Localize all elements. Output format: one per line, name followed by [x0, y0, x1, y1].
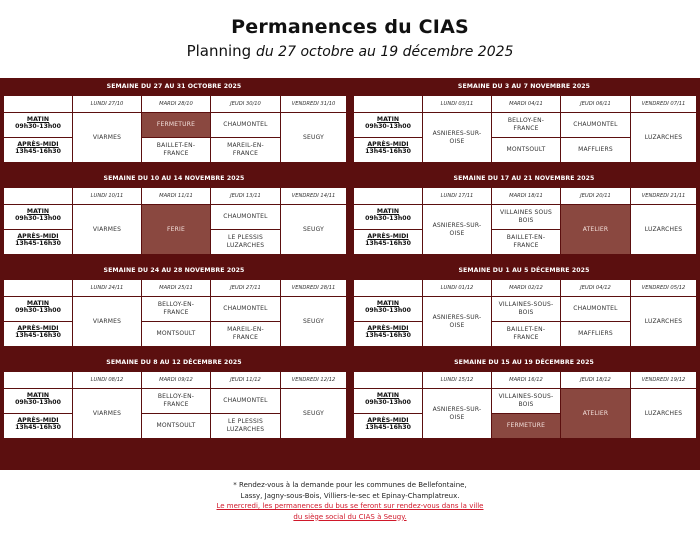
afternoon-label-hours: 13h45-16h30: [15, 148, 61, 155]
day-header: VENDREDI 12/12: [281, 372, 346, 388]
morning-label: [4, 205, 72, 229]
day-header: JEUDI 20/11: [561, 188, 630, 204]
footer-line-2: Lassy, Jagny-sous-Bois, Villiers-le-sec et Epinay-Champlatreux.: [240, 491, 460, 500]
subtitle-prefix: Planning: [186, 42, 252, 60]
day-header: LUNDI 01/12: [423, 280, 491, 296]
morning-label-title: MATIN: [26, 392, 50, 399]
schedule-cell: MONTSOULT: [142, 414, 210, 438]
day-header: MARDI 25/11: [142, 280, 210, 296]
schedule-cell: FERIE: [142, 205, 210, 254]
week-block: [352, 263, 696, 348]
afternoon-label: [354, 414, 422, 438]
morning-label: [354, 389, 422, 413]
day-header: VENDREDI 14/11: [281, 188, 346, 204]
subtitle-period: du 27 octobre au 19 décembre 2025: [255, 44, 514, 60]
afternoon-label-title: APRÈS-MIDI: [17, 325, 59, 332]
morning-label-title: MATIN: [26, 116, 50, 123]
afternoon-label: [4, 230, 72, 254]
afternoon-label-hours: 13h45-16h30: [365, 240, 411, 247]
week-block: [2, 263, 346, 348]
morning-label-title: MATIN: [26, 208, 50, 215]
schedule-cell: SEUGY: [281, 113, 346, 162]
day-header: JEUDI 13/11: [211, 188, 280, 204]
schedule-cell: BAILLET-EN-FRANCE: [142, 138, 210, 162]
day-header-blank: [4, 96, 72, 112]
day-header-blank: [4, 372, 72, 388]
schedule-cell: BELLOY-EN-FRANCE: [142, 389, 210, 413]
morning-label-hours: 09h30-13h00: [15, 123, 61, 130]
page-subtitle: [0, 42, 700, 60]
footer-seugy-note: du siège social du CIAS à Seugy.: [293, 512, 407, 521]
day-header: VENDREDI 28/11: [281, 280, 346, 296]
week-title: SEMAINE DU 27 AU 31 OCTOBRE 2025: [106, 83, 242, 90]
footer-notes: [0, 480, 700, 522]
day-header: MARDI 09/12: [142, 372, 210, 388]
day-header: MARDI 02/12: [492, 280, 560, 296]
day-header: JEUDI 11/12: [211, 372, 280, 388]
day-header-blank: [4, 280, 72, 296]
day-header-blank: [354, 280, 422, 296]
afternoon-label-title: APRÈS-MIDI: [17, 141, 59, 148]
schedule-cell: ATELIER: [561, 205, 630, 254]
afternoon-label-title: APRÈS-MIDI: [367, 233, 409, 240]
schedule-cell: MAFFLIERS: [561, 138, 630, 162]
week-block: [2, 355, 346, 440]
day-header: VENDREDI 21/11: [631, 188, 696, 204]
schedule-cell: SEUGY: [281, 389, 346, 438]
afternoon-label: [4, 138, 72, 162]
day-header-blank: [354, 372, 422, 388]
week-block: [352, 171, 696, 256]
afternoon-label-title: APRÈS-MIDI: [17, 417, 59, 424]
afternoon-label-hours: 13h45-16h30: [15, 240, 61, 247]
schedule-cell: VIARMES: [73, 205, 141, 254]
schedule-cell: ASNIERES-SUR-OISE: [423, 297, 491, 346]
morning-label: [4, 297, 72, 321]
schedule-cell: LE PLESSIS LUZARCHES: [211, 230, 280, 254]
morning-label-title: MATIN: [376, 392, 400, 399]
week-title: SEMAINE DU 10 AU 14 NOVEMBRE 2025: [103, 175, 245, 182]
morning-label: [354, 205, 422, 229]
day-header: JEUDI 06/11: [561, 96, 630, 112]
footer-wednesday-note: Le mercredi, les permanences du bus se feront sur rendez-vous dans la ville: [216, 502, 484, 510]
schedule-cell: LUZARCHES: [631, 297, 696, 346]
morning-label-hours: 09h30-13h00: [365, 399, 411, 406]
week-block: [2, 171, 346, 256]
week-title: SEMAINE DU 17 AU 21 NOVEMBRE 2025: [453, 175, 595, 182]
schedule-cell: CHAUMONTEL: [561, 113, 630, 137]
day-header: MARDI 16/12: [492, 372, 560, 388]
afternoon-label-title: APRÈS-MIDI: [367, 417, 409, 424]
morning-label-title: MATIN: [376, 300, 400, 307]
morning-label-title: MATIN: [376, 208, 400, 215]
week-title: SEMAINE DU 3 AU 7 NOVEMBRE 2025: [457, 83, 591, 90]
schedule-cell: FERMETURE: [142, 113, 210, 137]
schedule-cell: CHAUMONTEL: [211, 389, 280, 413]
morning-label-hours: 09h30-13h00: [365, 123, 411, 130]
schedule-cell: VILLAINES-SOUS-BOIS: [492, 297, 560, 321]
day-header: JEUDI 27/11: [211, 280, 280, 296]
day-header-blank: [4, 188, 72, 204]
day-header: MARDI 28/10: [142, 96, 210, 112]
schedule-cell: LUZARCHES: [631, 205, 696, 254]
schedule-cell: MAFFLIERS: [561, 322, 630, 346]
schedule-cell: MAREIL-EN-FRANCE: [211, 138, 280, 162]
afternoon-label-hours: 13h45-16h30: [15, 332, 61, 339]
schedule-cell: CHAUMONTEL: [211, 205, 280, 229]
morning-label: [354, 113, 422, 137]
schedule-cell: VILLAINES SOUS BOIS: [492, 205, 560, 229]
afternoon-label-title: APRÈS-MIDI: [367, 141, 409, 148]
afternoon-label: [354, 138, 422, 162]
afternoon-label-hours: 13h45-16h30: [365, 424, 411, 431]
schedule-cell: VIARMES: [73, 297, 141, 346]
afternoon-label: [4, 414, 72, 438]
page-title: Permanences du CIAS: [231, 16, 469, 38]
afternoon-label-title: APRÈS-MIDI: [17, 233, 59, 240]
morning-label-hours: 09h30-13h00: [365, 215, 411, 222]
day-header: VENDREDI 05/12: [631, 280, 696, 296]
footer-line-1: * Rendez-vous à la demande pour les communes de Bellefontaine,: [233, 481, 467, 489]
week-block: [352, 355, 696, 440]
schedule-cell: LUZARCHES: [631, 113, 696, 162]
morning-label: [4, 113, 72, 137]
schedule-cell: BELLOY-EN-FRANCE: [492, 113, 560, 137]
day-header: MARDI 18/11: [492, 188, 560, 204]
schedule-cell: FERMETURE: [492, 414, 560, 438]
afternoon-label-hours: 13h45-16h30: [365, 332, 411, 339]
day-header: LUNDI 27/10: [73, 96, 141, 112]
schedule-cell: MAREIL-EN-FRANCE: [211, 322, 280, 346]
week-title: SEMAINE DU 1 AU 5 DÉCEMBRE 2025: [458, 267, 590, 274]
schedule-cell: ASNIERES-SUR-OISE: [423, 389, 491, 438]
day-header: LUNDI 17/11: [423, 188, 491, 204]
schedule-cell: CHAUMONTEL: [211, 113, 280, 137]
week-block: [352, 79, 696, 164]
schedule-cell: BELLOY-EN-FRANCE: [142, 297, 210, 321]
schedule-cell: VILLAINES-SOUS-BOIS: [492, 389, 560, 413]
week-title: SEMAINE DU 8 AU 12 DÉCEMBRE 2025: [106, 359, 242, 366]
day-header: MARDI 04/11: [492, 96, 560, 112]
schedule-cell: MONTSOULT: [142, 322, 210, 346]
schedule-cell: ASNIERES-SUR-OISE: [423, 113, 491, 162]
week-block: [2, 79, 346, 164]
morning-label-hours: 09h30-13h00: [15, 307, 61, 314]
schedule-cell: LUZARCHES: [631, 389, 696, 438]
afternoon-label-hours: 13h45-16h30: [15, 424, 61, 431]
schedule-cell: SEUGY: [281, 297, 346, 346]
morning-label-hours: 09h30-13h00: [15, 399, 61, 406]
day-header: LUNDI 08/12: [73, 372, 141, 388]
day-header: VENDREDI 19/12: [631, 372, 696, 388]
planning-grid: [0, 78, 700, 470]
schedule-cell: CHAUMONTEL: [211, 297, 280, 321]
day-header: LUNDI 03/11: [423, 96, 491, 112]
morning-label: [4, 389, 72, 413]
afternoon-label: [354, 230, 422, 254]
day-header-blank: [354, 96, 422, 112]
schedule-cell: BAILLET-EN-FRANCE: [492, 322, 560, 346]
afternoon-label: [354, 322, 422, 346]
afternoon-label-hours: 13h45-16h30: [365, 148, 411, 155]
schedule-cell: ASNIERES-SUR-OISE: [423, 205, 491, 254]
day-header: JEUDI 30/10: [211, 96, 280, 112]
day-header: LUNDI 15/12: [423, 372, 491, 388]
day-header: LUNDI 24/11: [73, 280, 141, 296]
morning-label-hours: 09h30-13h00: [15, 215, 61, 222]
afternoon-label-title: APRÈS-MIDI: [367, 325, 409, 332]
schedule-cell: CHAUMONTEL: [561, 297, 630, 321]
schedule-cell: ATELIER: [561, 389, 630, 438]
morning-label: [354, 297, 422, 321]
schedule-cell: LE PLESSIS LUZARCHES: [211, 414, 280, 438]
day-header: VENDREDI 07/11: [631, 96, 696, 112]
day-header-blank: [354, 188, 422, 204]
day-header: MARDI 11/11: [142, 188, 210, 204]
day-header: VENDREDI 31/10: [281, 96, 346, 112]
afternoon-label: [4, 322, 72, 346]
schedule-cell: VIARMES: [73, 389, 141, 438]
week-title: SEMAINE DU 24 AU 28 NOVEMBRE 2025: [103, 267, 245, 274]
morning-label-title: MATIN: [26, 300, 50, 307]
day-header: LUNDI 10/11: [73, 188, 141, 204]
week-title: SEMAINE DU 15 AU 19 DÉCEMBRE 2025: [454, 359, 594, 366]
schedule-cell: VIARMES: [73, 113, 141, 162]
schedule-cell: SEUGY: [281, 205, 346, 254]
day-header: JEUDI 04/12: [561, 280, 630, 296]
schedule-cell: BAILLET-EN-FRANCE: [492, 230, 560, 254]
schedule-cell: MONTSOULT: [492, 138, 560, 162]
morning-label-hours: 09h30-13h00: [365, 307, 411, 314]
day-header: JEUDI 18/12: [561, 372, 630, 388]
morning-label-title: MATIN: [376, 116, 400, 123]
